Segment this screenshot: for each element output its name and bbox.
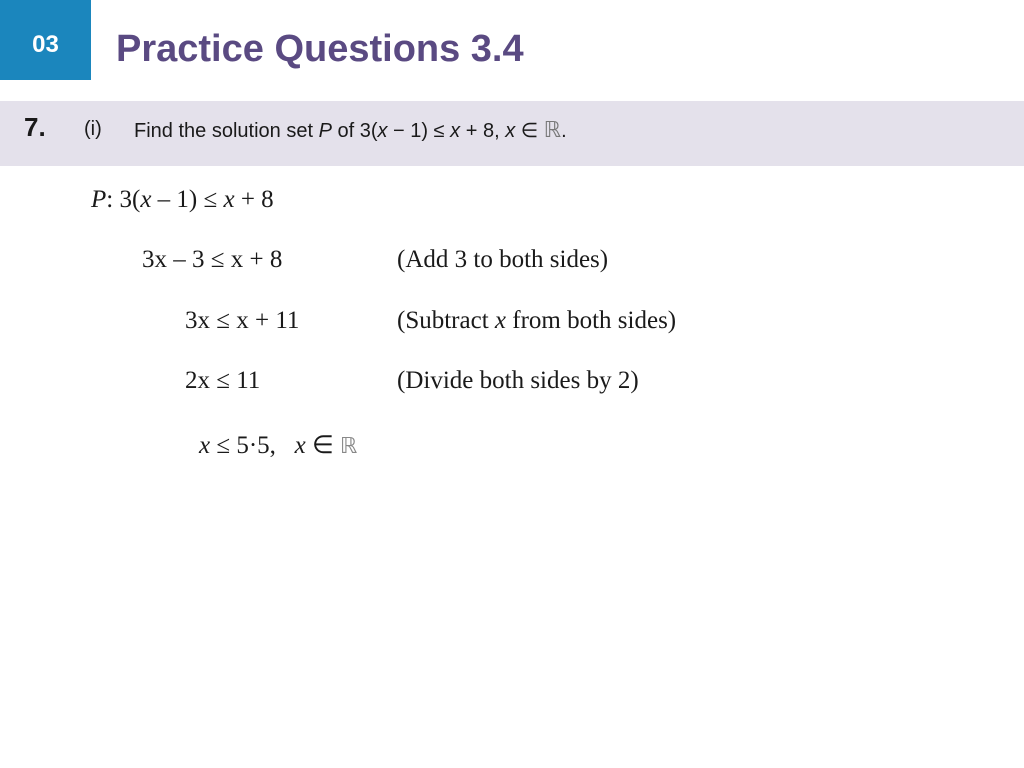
step-2-reason: (Add 3 to both sides) xyxy=(397,246,609,273)
question-number: 7. xyxy=(24,112,46,142)
step5-var-x: x xyxy=(199,432,211,459)
step-3-reason xyxy=(397,307,676,335)
question-part-label: (i) xyxy=(84,118,102,140)
step1-var-x-2: x xyxy=(223,186,235,213)
page-title: Practice Questions 3.4 xyxy=(116,28,524,70)
step1-part-d: – 1) ≤ xyxy=(151,186,224,213)
question-variable-x-2: x xyxy=(450,120,461,142)
step1-part-f: + 8 xyxy=(234,186,274,213)
question-text xyxy=(134,118,567,143)
chapter-number: 03 xyxy=(32,31,59,58)
question-end: . xyxy=(561,120,567,142)
question-text-prefix: Find the solution set xyxy=(134,120,319,142)
solution-step-3: 3x ≤ x + 11 xyxy=(185,307,300,334)
question-text-after-x: − 1) ≤ xyxy=(387,120,451,142)
question-variable-x-3: x xyxy=(505,120,516,142)
step3-reason-var: x xyxy=(494,307,506,334)
solution-step-1 xyxy=(91,186,274,214)
reals-symbol: ℝ xyxy=(543,118,562,143)
step3-reason-a: (Subtract xyxy=(397,307,495,334)
step-4-reason: (Divide both sides by 2) xyxy=(397,367,639,394)
question-text-after-x2: + 8, xyxy=(460,120,506,142)
solution-step-5 xyxy=(199,430,357,460)
step5-var-x-2: x xyxy=(294,432,306,459)
step3-reason-b: from both sides) xyxy=(506,307,677,334)
solution-step-2: 3x – 3 ≤ x + 8 xyxy=(142,246,283,273)
step1-part-b: : 3( xyxy=(106,186,141,213)
element-of-symbol: ∈ xyxy=(520,120,539,142)
step5-part-d: ∈ xyxy=(305,432,341,459)
step1-set-var: P xyxy=(91,186,107,213)
chapter-number-badge xyxy=(0,0,91,80)
question-set-variable: P xyxy=(318,120,332,142)
solution-step-4: 2x ≤ 11 xyxy=(185,367,261,394)
step5-reals-symbol: ℝ xyxy=(340,434,358,459)
step5-part-b: ≤ 5·5, xyxy=(210,432,295,459)
question-text-mid: of 3( xyxy=(331,120,378,142)
question-variable-x: x xyxy=(377,120,388,142)
step1-var-x: x xyxy=(140,186,152,213)
